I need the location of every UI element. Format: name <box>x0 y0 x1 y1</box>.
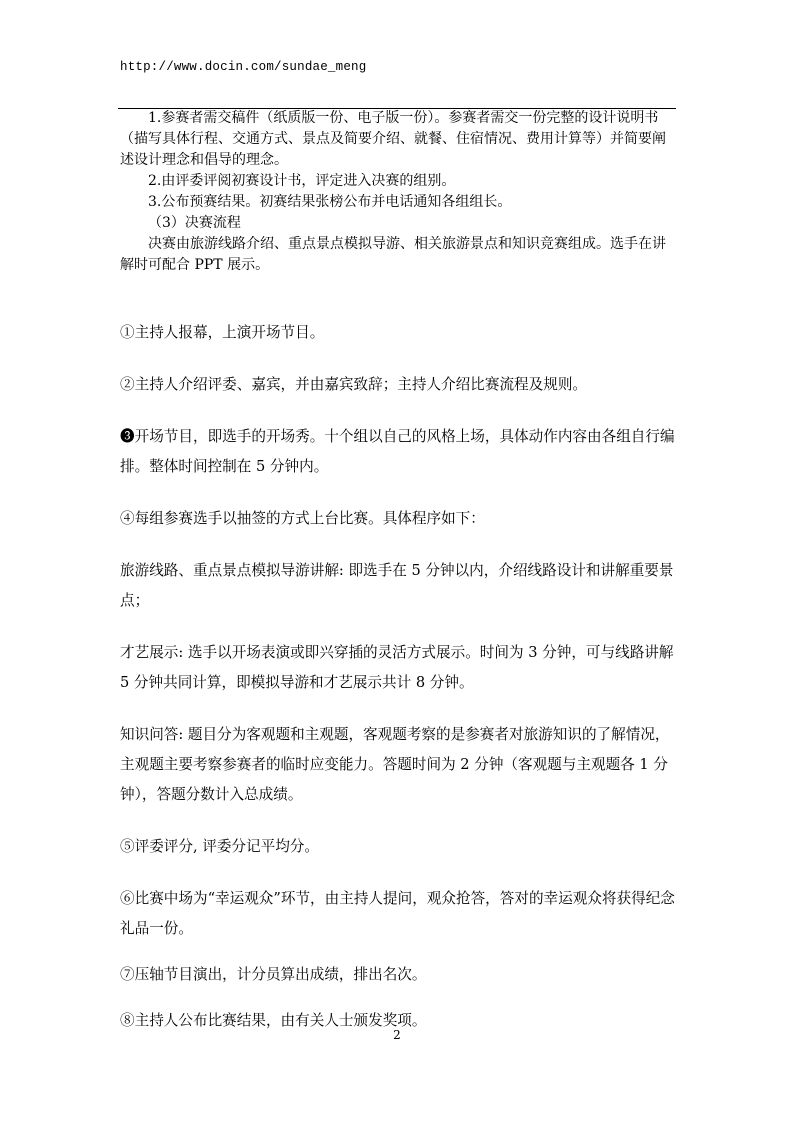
step-item: ⑦压轴节目演出，计分员算出成绩，排出名次。 <box>120 966 427 983</box>
step-item: ⑤评委评分, 评委分记平均分。 <box>120 838 319 855</box>
header-url[interactable]: http://www.docin.com/sundae_meng <box>120 60 367 74</box>
step-item: ④每组参赛选手以抽签的方式上台比赛。具体程序如下： <box>120 510 485 527</box>
step-item: 旅游线路、重点景点模拟导游讲解: 即选手在 5 分钟以内，介绍线路设计和讲解重要景点； <box>120 562 674 609</box>
page-number: 2 <box>393 1028 401 1042</box>
paragraph-submission: 1.参赛者需交稿件（纸质版一份、电子版一份）。参赛者需交一份完整的设计说明书（描写具体行程、交通方式、景点及简要介绍、就餐、住宿情况、费用计算等）并简要阐述设计理念和倡导的理念。 <box>120 110 666 168</box>
step-item: ❸开场节目，即选手的开场秀。十个组以自己的风格上场，具体动作内容由各组自行编排。整体时间控制在 5 分钟内。 <box>120 428 675 475</box>
final-steps-list <box>120 318 680 1058</box>
section-heading-final: （3）决赛流程 <box>148 215 241 231</box>
step-item: ⑧主持人公布比赛结果，由有关人士颁发奖项。 <box>120 1012 427 1029</box>
preliminary-section <box>120 108 676 276</box>
step-item: 知识问答: 题目分为客观题和主观题，客观题考察的是参赛者对旅游知识的了解情况，主观题主要考察参赛者的临时应变能力。答题时间为 2 分钟（客观题与主观题各 1 分钟），答题分数计入总成绩。 <box>120 726 670 803</box>
step-item: ②主持人介绍评委、嘉宾，并由嘉宾致辞；主持人介绍比赛流程及规则。 <box>120 376 588 393</box>
step-item: 才艺展示: 选手以开场表演或即兴穿插的灵活方式展示。时间为 3 分钟，可与线路讲解 5 分钟共同计算，即模拟导游和才艺展示共计 8 分钟。 <box>120 644 674 691</box>
step-item: ①主持人报幕，上演开场节目。 <box>120 324 325 341</box>
step-item: ⑥比赛中场为“幸运观众”环节，由主持人提问，观众抢答，答对的幸运观众将获得纪念礼品一份。 <box>120 890 675 937</box>
paragraph-review: 2.由评委评阅初赛设计书，评定进入决赛的组别。 <box>148 173 456 189</box>
paragraph-results: 3.公布预赛结果。初赛结果张榜公布并电话通知各组组长。 <box>148 194 512 210</box>
paragraph-final-intro: 决赛由旅游线路介绍、重点景点模拟导游、相关旅游景点和知识竞赛组成。选手在讲解时可配合 PPT 展示。 <box>120 236 666 273</box>
